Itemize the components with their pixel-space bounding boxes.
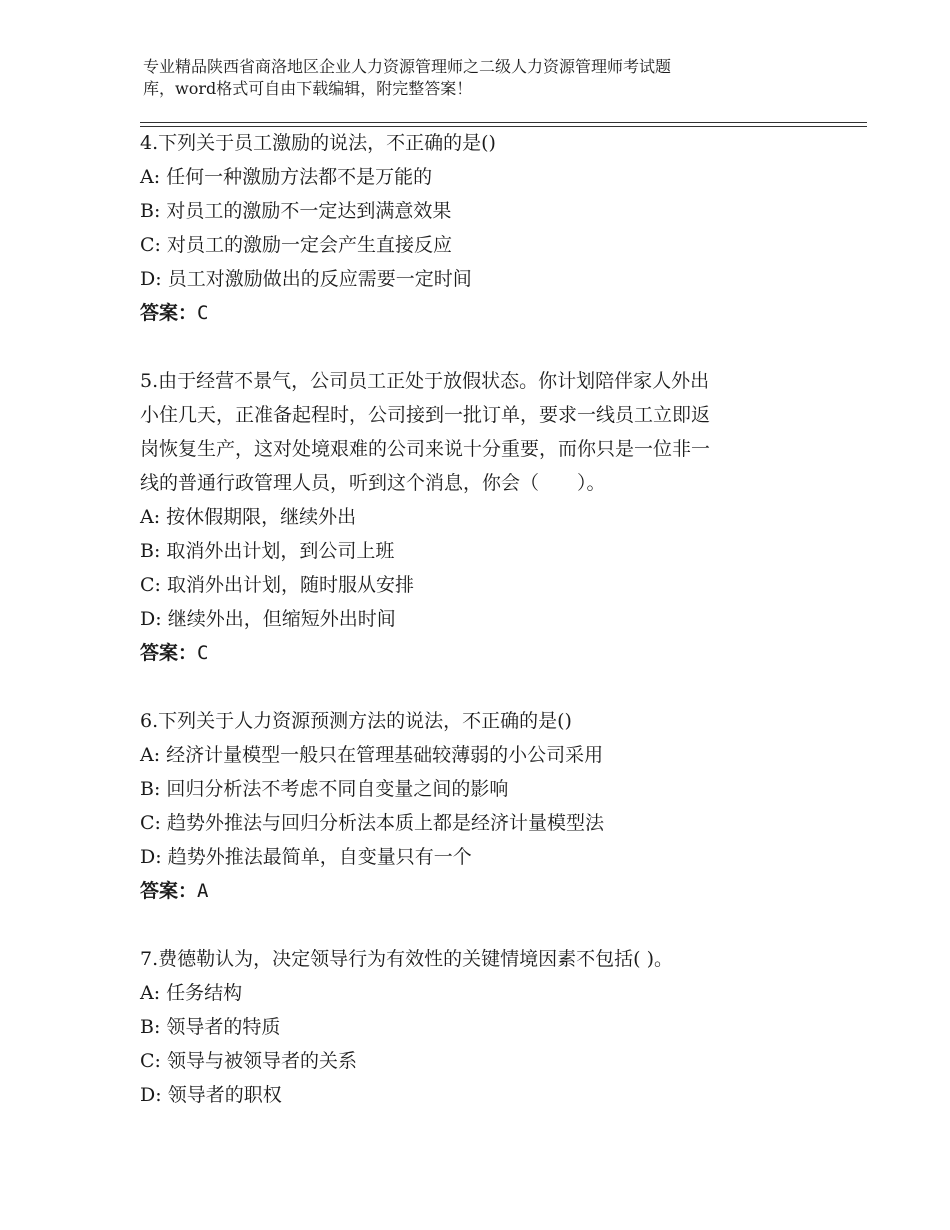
answer-line bbox=[140, 296, 800, 330]
option-letter: D: bbox=[140, 1084, 162, 1106]
header-divider-top bbox=[140, 122, 867, 123]
option-text: 趋势外推法与回归分析法本质上都是经济计量模型法 bbox=[167, 812, 605, 834]
option-text: 取消外出计划，到公司上班 bbox=[166, 540, 395, 562]
option-letter: D: bbox=[140, 268, 162, 290]
option-letter: D: bbox=[140, 846, 162, 868]
header-line-1: 专业精品陕西省商洛地区企业人力资源管理师之二级人力资源管理师考试题 bbox=[143, 57, 672, 76]
answer-line bbox=[140, 874, 800, 908]
question-list bbox=[140, 126, 800, 1112]
option-a bbox=[140, 738, 800, 772]
question-spacer bbox=[140, 908, 800, 942]
option-text: 任何一种激励方法都不是万能的 bbox=[166, 166, 433, 188]
option-b bbox=[140, 194, 800, 228]
option-d bbox=[140, 602, 800, 636]
option-letter: A: bbox=[140, 506, 161, 528]
option-b bbox=[140, 1010, 800, 1044]
option-letter: A: bbox=[140, 982, 161, 1004]
option-letter: C: bbox=[140, 574, 161, 596]
option-text: 取消外出计划，随时服从安排 bbox=[167, 574, 415, 596]
question-spacer bbox=[140, 330, 800, 364]
option-a bbox=[140, 976, 800, 1010]
option-text: 领导者的特质 bbox=[166, 1016, 281, 1038]
option-c bbox=[140, 806, 800, 840]
option-letter: B: bbox=[140, 1016, 161, 1038]
option-letter: D: bbox=[140, 608, 162, 630]
answer-label: 答案： bbox=[140, 302, 198, 324]
question-6 bbox=[140, 704, 800, 908]
question-spacer bbox=[140, 670, 800, 704]
option-text: 经济计量模型一般只在管理基础较薄弱的小公司采用 bbox=[166, 744, 604, 766]
option-text: 对员工的激励一定会产生直接反应 bbox=[167, 234, 453, 256]
option-letter: C: bbox=[140, 234, 161, 256]
stem-line: 4.下列关于员工激励的说法，不正确的是() bbox=[140, 132, 496, 154]
question-7 bbox=[140, 942, 800, 1112]
answer-value: C bbox=[197, 642, 209, 664]
stem-line: 6.下列关于人力资源预测方法的说法，不正确的是() bbox=[140, 710, 572, 732]
option-b bbox=[140, 534, 800, 568]
option-text: 回归分析法不考虑不同自变量之间的影响 bbox=[166, 778, 509, 800]
option-b bbox=[140, 772, 800, 806]
question-stem bbox=[140, 364, 800, 500]
question-stem bbox=[140, 704, 800, 738]
answer-value: A bbox=[197, 880, 209, 902]
option-letter: B: bbox=[140, 778, 161, 800]
question-stem bbox=[140, 942, 800, 976]
option-letter: B: bbox=[140, 200, 161, 222]
question-stem bbox=[140, 126, 800, 160]
answer-label: 答案： bbox=[140, 880, 198, 902]
option-text: 继续外出，但缩短外出时间 bbox=[167, 608, 396, 630]
question-5 bbox=[140, 364, 800, 670]
option-text: 趋势外推法最简单，自变量只有一个 bbox=[167, 846, 472, 868]
option-text: 领导与被领导者的关系 bbox=[167, 1050, 358, 1072]
option-d bbox=[140, 262, 800, 296]
option-letter: C: bbox=[140, 812, 161, 834]
option-d bbox=[140, 1078, 800, 1112]
document-header bbox=[143, 56, 783, 100]
option-letter: C: bbox=[140, 1050, 161, 1072]
option-c bbox=[140, 1044, 800, 1078]
option-a bbox=[140, 160, 800, 194]
option-letter: A: bbox=[140, 744, 161, 766]
option-c bbox=[140, 568, 800, 602]
option-letter: A: bbox=[140, 166, 161, 188]
header-line-2: 库，word格式可自由下载编辑，附完整答案！ bbox=[143, 79, 473, 98]
option-a bbox=[140, 500, 800, 534]
option-text: 员工对激励做出的反应需要一定时间 bbox=[167, 268, 472, 290]
stem-line: 7.费德勒认为，决定领导行为有效性的关键情境因素不包括( )。 bbox=[140, 948, 673, 970]
option-d bbox=[140, 840, 800, 874]
option-text: 按休假期限，继续外出 bbox=[166, 506, 357, 528]
option-letter: B: bbox=[140, 540, 161, 562]
answer-line bbox=[140, 636, 800, 670]
question-4 bbox=[140, 126, 800, 330]
option-text: 领导者的职权 bbox=[167, 1084, 282, 1106]
stem-line: 5.由于经营不景气，公司员工正处于放假状态。你计划陪伴家人外出 bbox=[140, 370, 710, 392]
option-text: 任务结构 bbox=[166, 982, 243, 1004]
stem-line: 小住几天，正准备起程时，公司接到一批订单，要求一线员工立即返 bbox=[140, 404, 711, 426]
option-c bbox=[140, 228, 800, 262]
stem-line: 岗恢复生产，这对处境艰难的公司来说十分重要，而你只是一位非一 bbox=[140, 438, 711, 460]
option-text: 对员工的激励不一定达到满意效果 bbox=[166, 200, 452, 222]
stem-line: 线的普通行政管理人员，听到这个消息，你会（ ）。 bbox=[140, 472, 606, 494]
answer-label: 答案： bbox=[140, 642, 198, 664]
answer-value: C bbox=[197, 302, 209, 324]
